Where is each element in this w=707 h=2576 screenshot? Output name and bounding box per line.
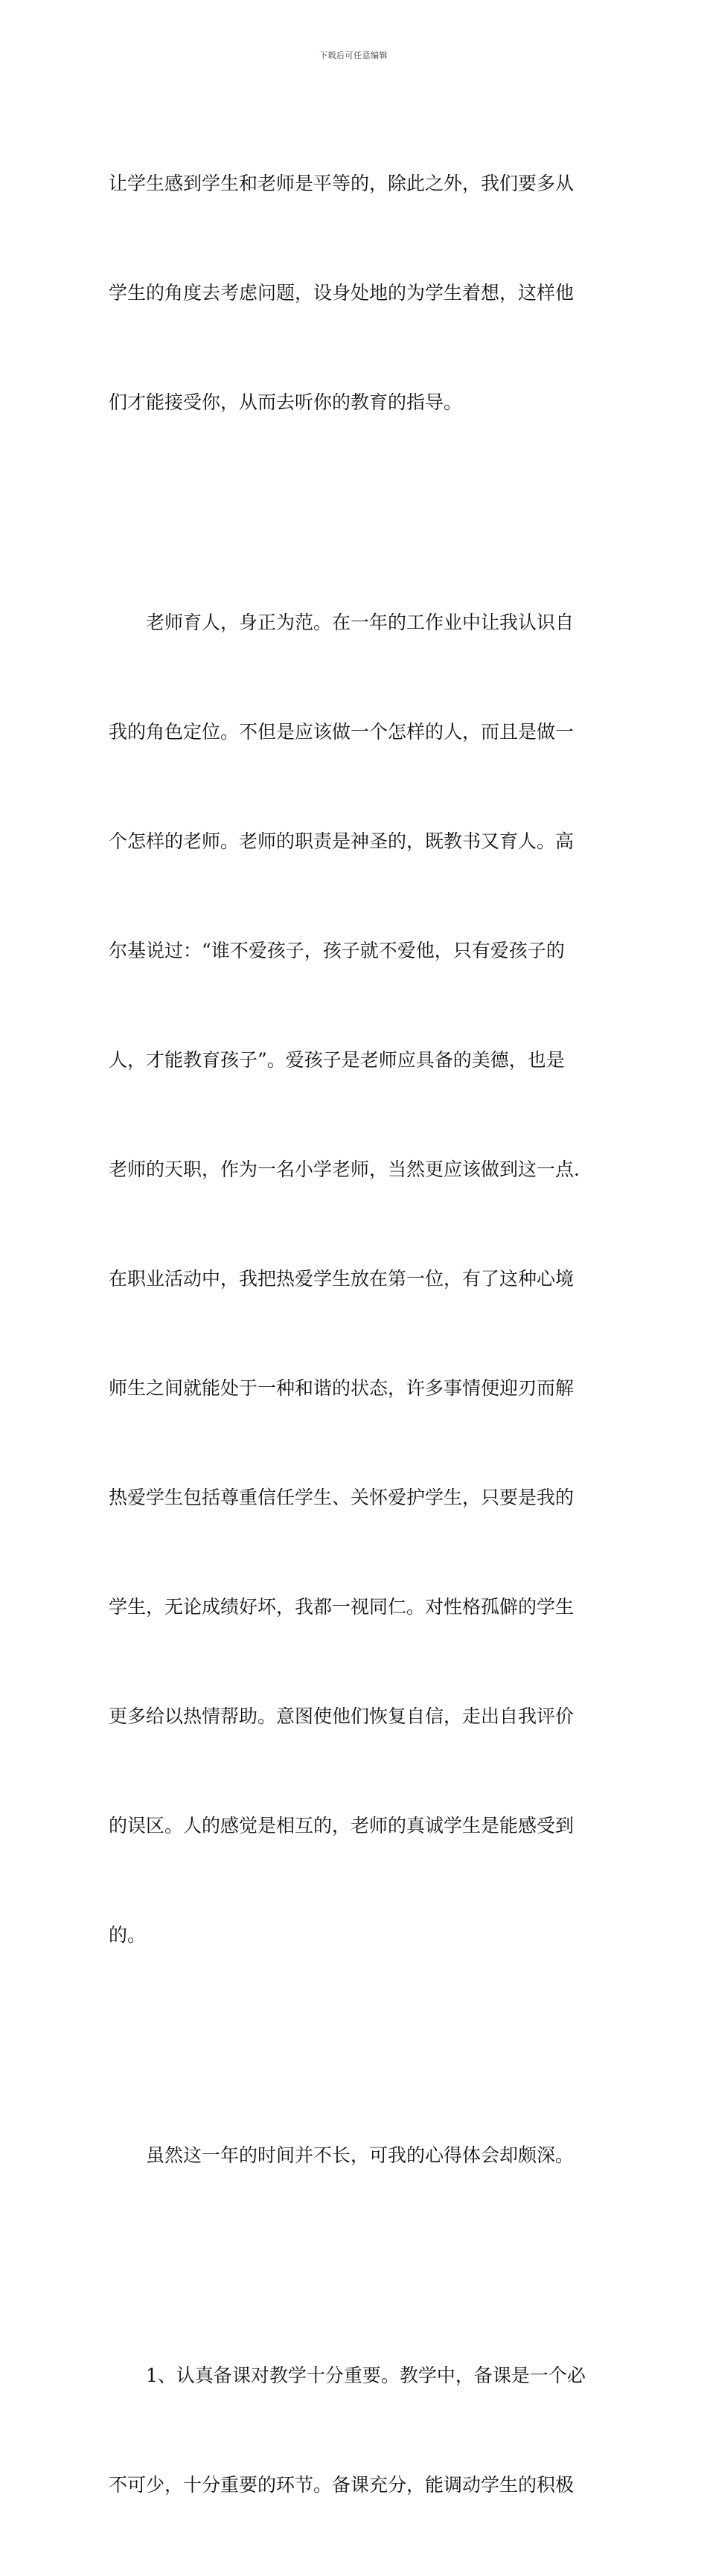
text-line: 的。 (109, 1924, 147, 1946)
text-line: 老师育人，身正为范。在一年的工作业中让我认识自 (146, 612, 575, 633)
text-line: 师生之间就能处于一种和谐的状态，许多事情便迎刃而解 (109, 1377, 575, 1399)
text-line: 们才能接受你，从而去听你的教育的指导。 (109, 391, 463, 413)
text-line: 人，才能教育孩子”。爱孩子是老师应具备的美德，也是 (109, 1049, 565, 1071)
paragraph-gap (109, 493, 603, 531)
text-line: 不可少，十分重要的环节。备课充分，能调动学生的积极 (109, 2474, 575, 2496)
text-line: 个怎样的老师。老师的职责是神圣的，既教书又育人。高 (109, 830, 575, 852)
text-line: 热爱学生包括尊重信任学生、关怀爱护学生，只要是我的 (109, 1487, 575, 1508)
header-note: 下载后可任意编辑 (319, 51, 388, 60)
paragraph-4 (109, 2284, 603, 2576)
document-body (109, 92, 603, 2576)
text-line: 1、认真备课对教学十分重要。教学中，备课是一个必 (146, 2365, 586, 2386)
text-line: 虽然这一年的时间并不长，可我的心得体会却颇深。 (146, 2144, 575, 2166)
text-line: 尔基说过：“谁不爱孩子，孩子就不爱他，只有爱孩子的 (109, 940, 565, 961)
text-line: 学生的角度去考虑问题，设身处地的为学生着想，这样他 (109, 282, 575, 304)
text-line: 学生，无论成绩好坏，我都一视同仁。对性格孤僻的学生 (109, 1596, 575, 1618)
paragraph-3 (109, 2064, 603, 2246)
text-line: 更多给以热情帮助。意图使他们恢复自信，走出自我评价 (109, 1705, 575, 1727)
paragraph-1 (109, 92, 603, 493)
paragraph-gap (109, 2246, 603, 2284)
text-line: 的误区。人的感觉是相互的，老师的真诚学生是能感受到 (109, 1815, 575, 1836)
text-line: 我的角色定位。不但是应该做一个怎样的人，而且是做一 (109, 721, 575, 743)
text-line: 老师的天职，作为一名小学老师，当然更应该做到这一点. (109, 1159, 580, 1180)
paragraph-gap (109, 2026, 603, 2064)
text-line: 在职业活动中，我把热爱学生放在第一位，有了这种心境 (109, 1268, 575, 1289)
paragraph-2 (109, 531, 603, 2026)
text-line: 让学生感到学生和老师是平等的，除此之外，我们要多从 (109, 173, 575, 194)
